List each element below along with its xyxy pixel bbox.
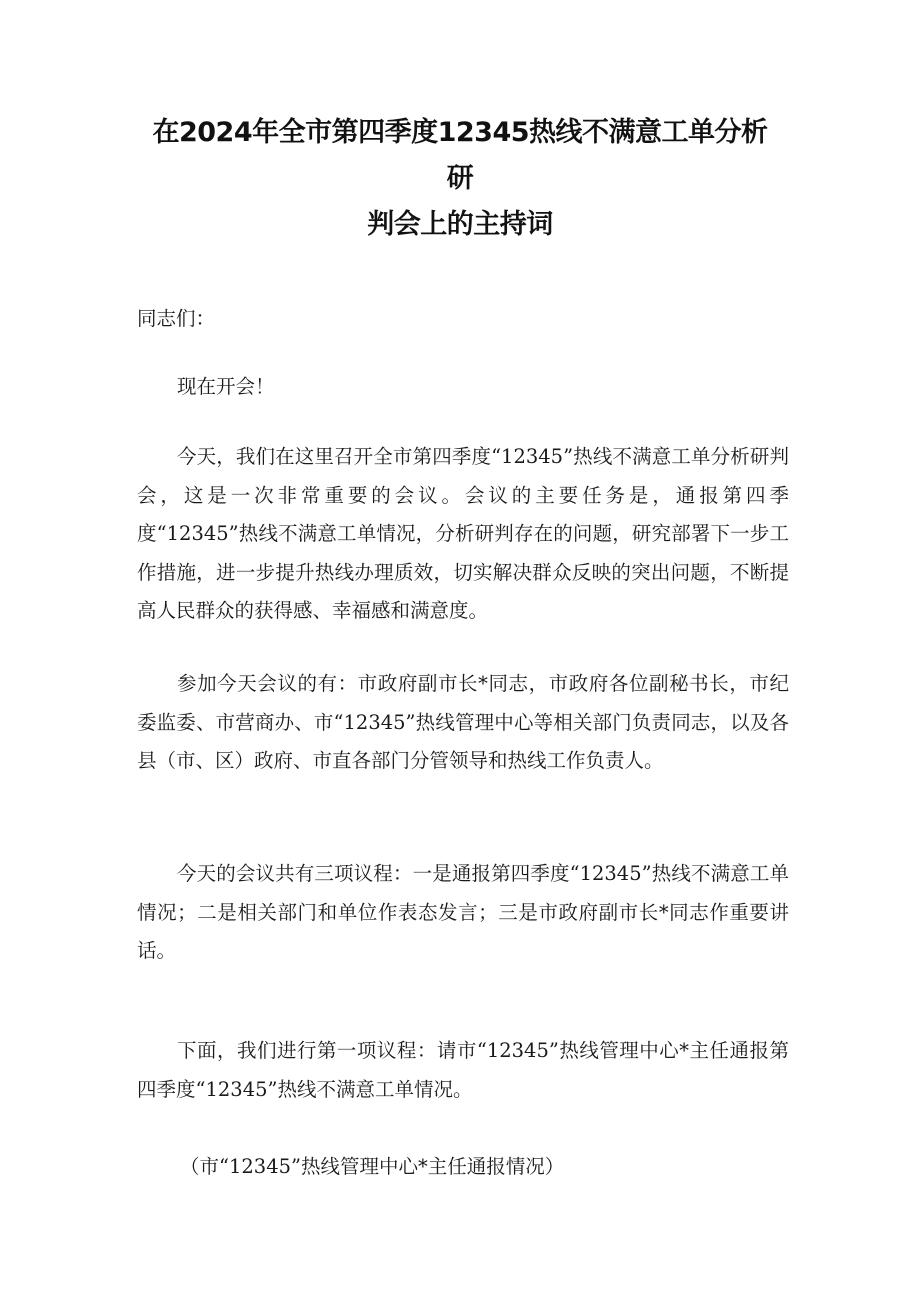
- paragraph-first-item: 下面，我们进行第一项议程：请市“12345”热线管理中心*主任通报第四季度“12345”热线不满意工单情况。: [137, 1039, 789, 1101]
- title-line-2: 判会上的主持词: [367, 209, 553, 240]
- title-line-1: 在2024年全市第四季度12345热线不满意工单分析研: [152, 117, 768, 194]
- opening-line: 现在开会！: [177, 375, 275, 398]
- paragraph-agenda: 今天的会议共有三项议程：一是通报第四季度“12345”热线不满意工单情况；二是相关部门和单位作表态发言；三是市政府副市长*同志作重要讲话。: [137, 862, 789, 962]
- salutation: 同志们：: [137, 307, 216, 330]
- paragraph-purpose: 今天，我们在这里召开全市第四季度“12345”热线不满意工单分析研判会，这是一次非常重要的会议。会议的主要任务是，通报第四季度“12345”热线不满意工单情况，分析研判存在的问题，研究部署下一步工作措施，进一步提升热线办理质效，切实解决群众反映的突出问题，不断提高人民群众的获得感、幸福感和满意度。: [137, 445, 789, 622]
- stage-note: （市“12345”热线管理中心*主任通报情况）: [180, 1155, 565, 1178]
- document-title: [150, 110, 770, 248]
- paragraph-attendees: 参加今天会议的有：市政府副市长*同志，市政府各位副秘书长，市纪委监委、市营商办、市“12345”热线管理中心等相关部门负责同志，以及各县（市、区）政府、市直各部门分管领导和热线工作负责人。: [137, 672, 789, 772]
